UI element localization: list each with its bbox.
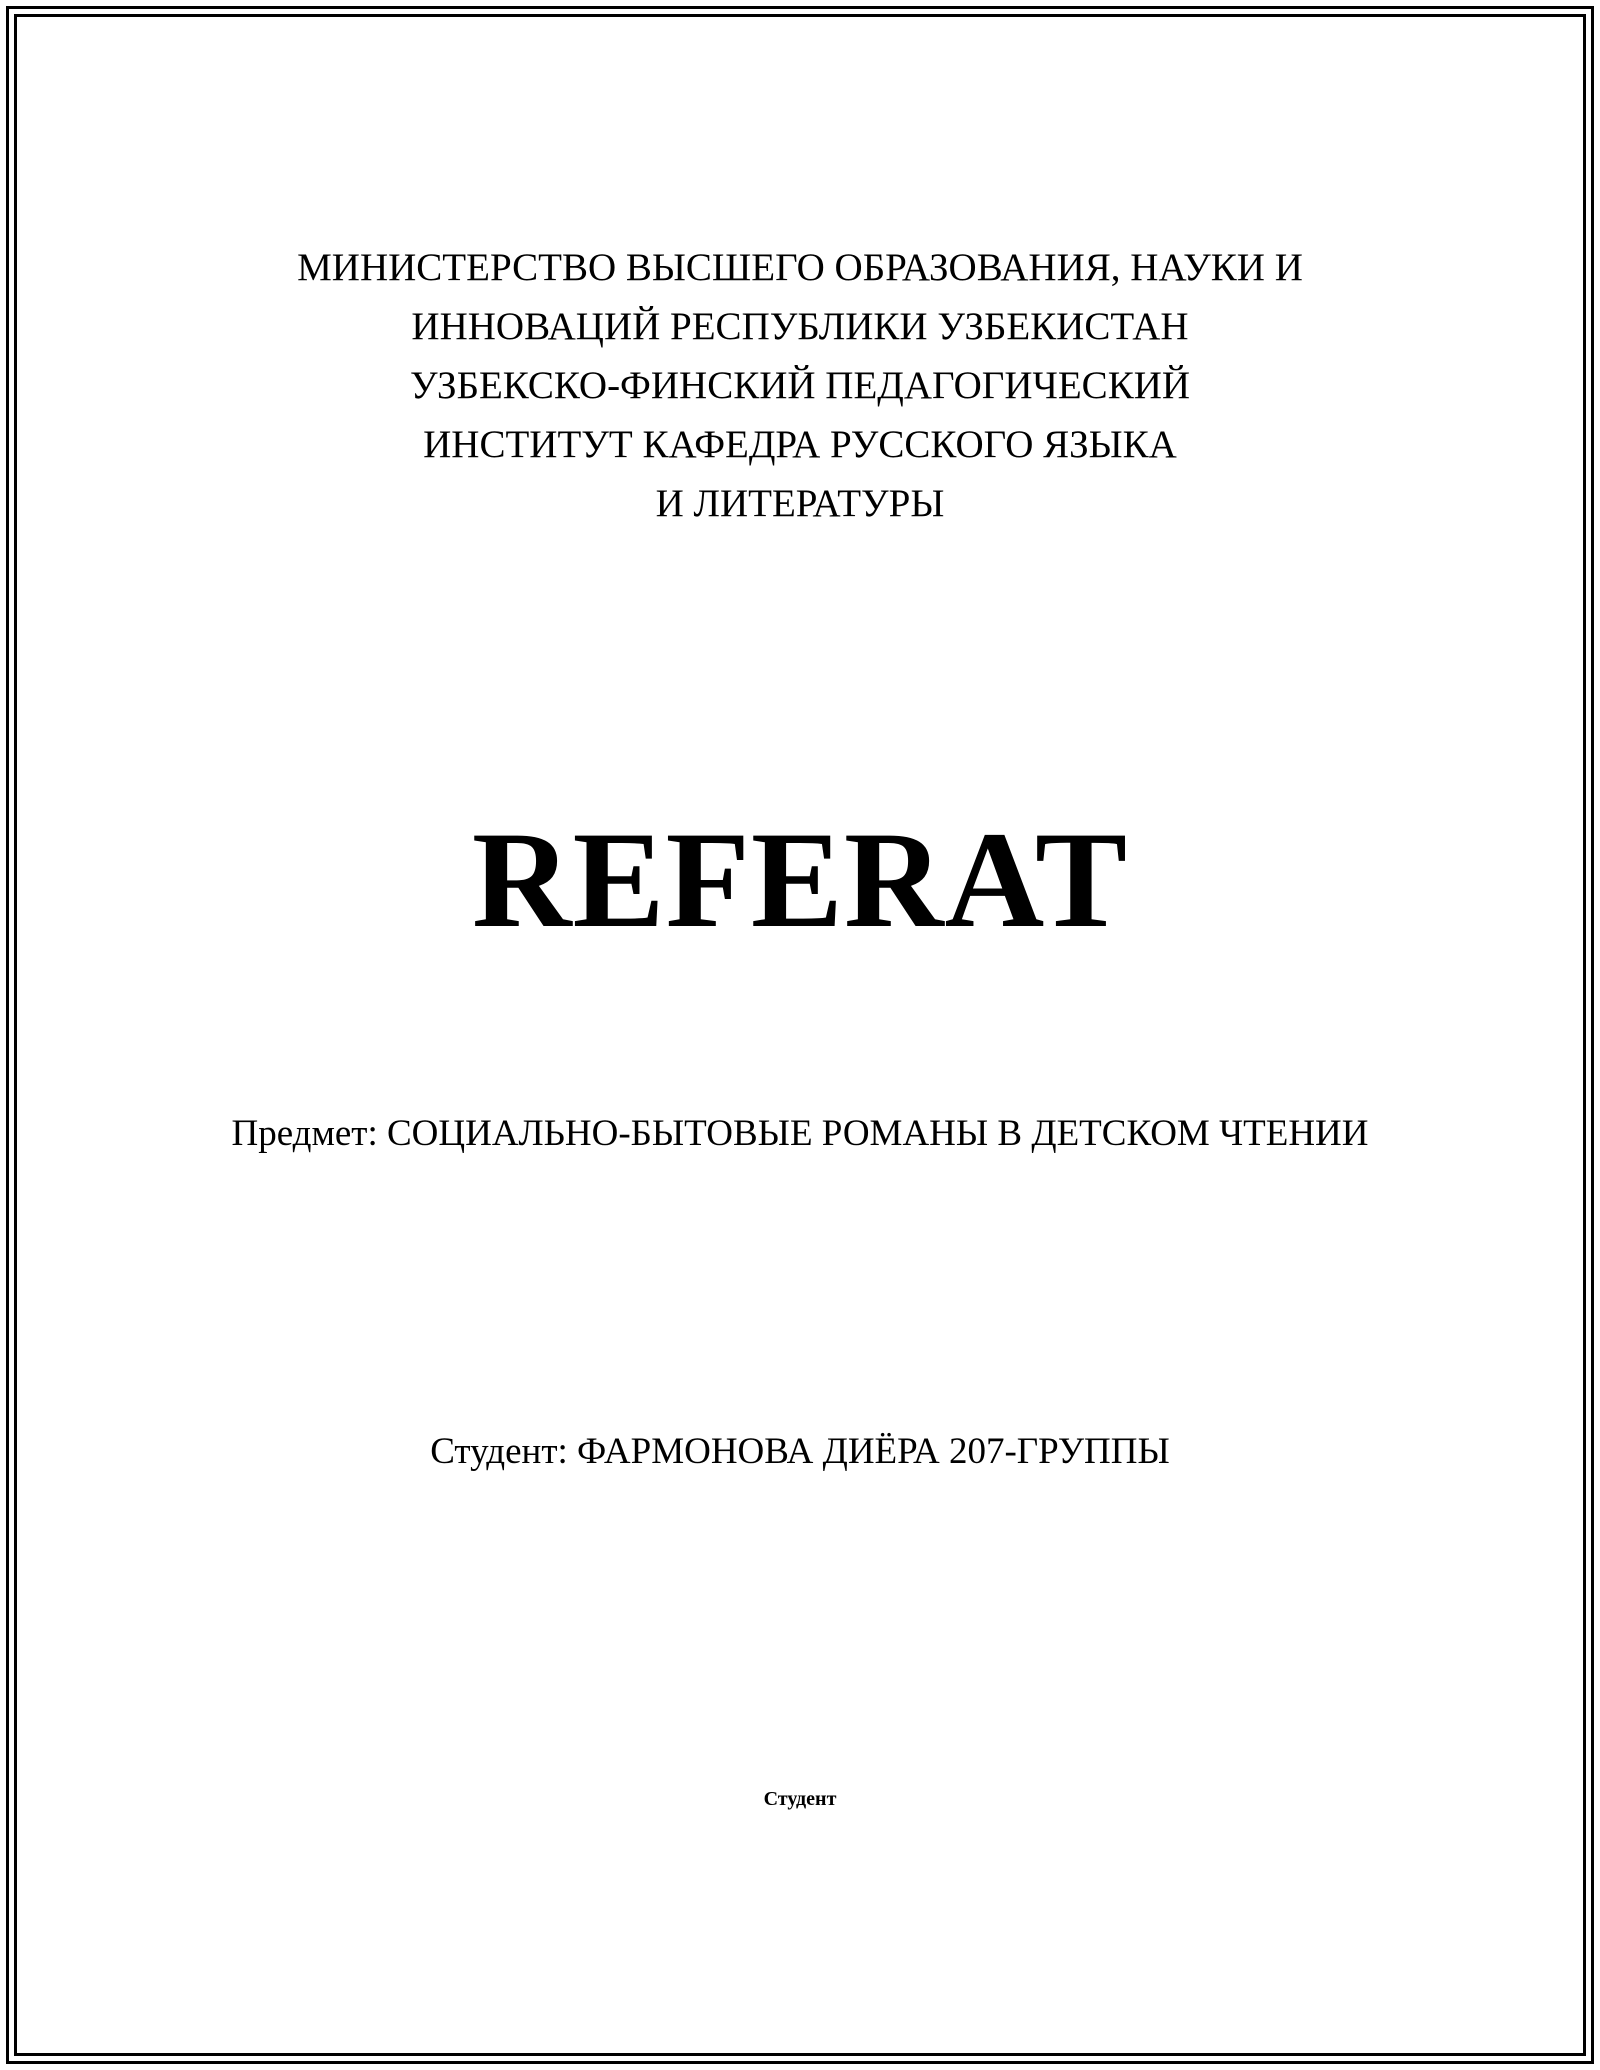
header-line-1: МИНИСТЕРСТВО ВЫСШЕГО ОБРАЗОВАНИЯ, НАУКИ И — [297, 246, 1303, 289]
student-line: Студент: ФАРМОНОВА ДИЁРА 207-ГРУППЫ — [430, 1431, 1170, 1472]
header-line-4: ИНСТИТУТ КАФЕДРА РУССКОГО ЯЗЫКА — [423, 423, 1177, 466]
header-line-5: И ЛИТЕРАТУРЫ — [655, 482, 945, 525]
document-title: REFERAT — [471, 803, 1129, 956]
header-line-2: ИННОВАЦИЙ РЕСПУБЛИКИ УЗБЕКИСТАН — [411, 305, 1189, 348]
subject-line: Предмет: СОЦИАЛЬНО-БЫТОВЫЕ РОМАНЫ В ДЕТСКОМ ЧТЕНИИ — [231, 1113, 1369, 1154]
ministry-header — [0, 238, 1600, 533]
header-line-3: УЗБЕКСКО-ФИНСКИЙ ПЕДАГОГИЧЕСКИЙ — [409, 364, 1191, 407]
footer-label: Студент — [763, 1788, 837, 1810]
